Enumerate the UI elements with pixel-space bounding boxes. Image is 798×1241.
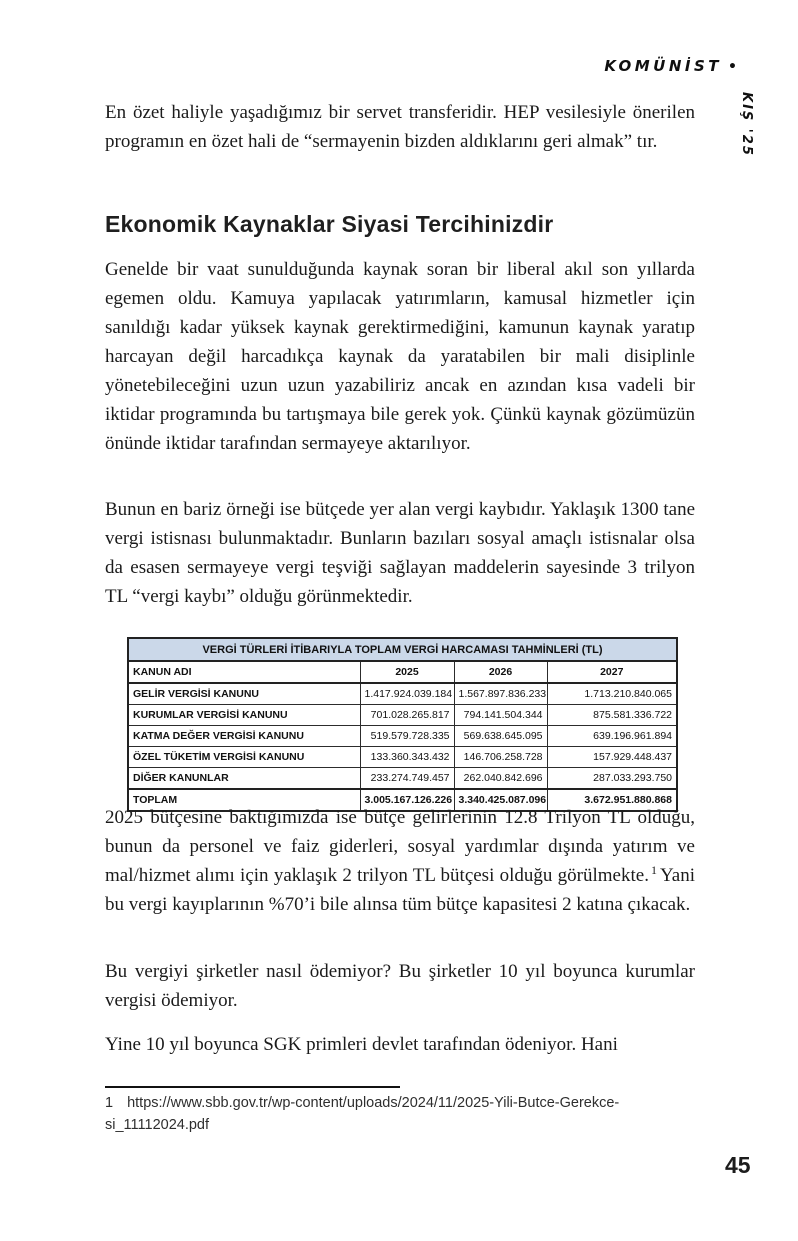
table-header-row [128, 661, 677, 683]
masthead [604, 57, 737, 75]
row-value-2026: 1.567.897.836.233 [454, 683, 547, 705]
table-row [128, 747, 677, 768]
table-row [128, 683, 677, 705]
row-law-name: ÖZEL TÜKETİM VERGİSİ KANUNU [128, 747, 360, 768]
total-label: TOPLAM [128, 789, 360, 811]
table-row [128, 726, 677, 747]
paragraph-corporate-tax: Bu vergiyi şirketler nasıl ödemiyor? Bu şirketler 10 yıl boyunca kurumlar vergisi ödemiyor. [105, 961, 695, 1011]
total-value-2027: 3.672.951.880.868 [547, 789, 677, 811]
footnote-url-line1: https://www.sbb.gov.tr/wp-content/uploads/2024/11/2025-Yili-Butce-Gerekce- [127, 1095, 620, 1111]
paragraph-tax-loss: Bunun en bariz örneği ise bütçede yer alan vergi kaybıdır. Yaklaşık 1300 tane vergi istisnası bulunmaktadır. Bunların bazıları sosyal amaçlı istisnalar olsa da esasen sermayeye vergi teşviği sağlayan maddelerin sayesinde 3 trilyon TL “vergi kaybı” olduğu görünmektedir. [105, 499, 695, 607]
column-header-2027: 2027 [547, 661, 677, 683]
table-title: VERGİ TÜRLERİ İTİBARIYLA TOPLAM VERGİ HARCAMASI TAHMİNLERİ (TL) [128, 638, 677, 661]
column-header-2025: 2025 [360, 661, 454, 683]
table-row [128, 768, 677, 790]
table-row [128, 705, 677, 726]
footnote-reference: 1 [650, 862, 657, 877]
column-header-law-name: KANUN ADI [128, 661, 360, 683]
row-value-2027: 1.713.210.840.065 [547, 683, 677, 705]
footnote-rule [105, 1086, 400, 1088]
masthead-title: KOMÜNİST [604, 57, 723, 75]
section-heading: Ekonomik Kaynaklar Siyasi Tercihinizdir [105, 211, 554, 237]
row-law-name: KATMA DEĞER VERGİSİ KANUNU [128, 726, 360, 747]
row-value-2025: 701.028.265.817 [360, 705, 454, 726]
row-law-name: DİĞER KANUNLAR [128, 768, 360, 790]
paragraph-budget-text-before: 2025 bütçesine baktığımızda ise bütçe gelirlerinin 12.8 Trilyon TL olduğu, bunun da personel ve faiz giderleri, sosyal yardımlar dışında yatırım ve mal/hizmet alımı için yaklaşık 2 trilyon TL bütçesi olduğu görülmekte. [105, 807, 695, 886]
footnote [105, 1092, 697, 1136]
total-value-2026: 3.340.425.087.096 [454, 789, 547, 811]
tax-expenditure-table-wrap [127, 637, 676, 812]
row-value-2026: 262.040.842.696 [454, 768, 547, 790]
row-value-2026: 569.638.645.095 [454, 726, 547, 747]
paragraph-sgk: Yine 10 yıl boyunca SGK primleri devlet tarafından ödeniyor. Hani [105, 1034, 618, 1055]
table-title-row [128, 638, 677, 661]
edition-label: KIŞ '25 [739, 92, 754, 157]
row-value-2025: 133.360.343.432 [360, 747, 454, 768]
paragraph-budget-text-after: Yani bu vergi kayıplarının %70’i bile alınsa tüm bütçe kapasitesi 2 katına çıkacak. [105, 865, 695, 915]
footnote-url-line2: si_11112024.pdf [105, 1117, 210, 1133]
masthead-bullet-icon: • [728, 59, 737, 75]
row-value-2027: 639.196.961.894 [547, 726, 677, 747]
page-number: 45 [725, 1152, 751, 1178]
row-value-2026: 794.141.504.344 [454, 705, 547, 726]
row-value-2027: 157.929.448.437 [547, 747, 677, 768]
row-value-2025: 1.417.924.039.184 [360, 683, 454, 705]
tax-expenditure-table [127, 637, 678, 812]
total-value-2025: 3.005.167.126.226 [360, 789, 454, 811]
row-law-name: KURUMLAR VERGİSİ KANUNU [128, 705, 360, 726]
paragraph-budget-2025 [105, 803, 695, 919]
paragraph-economic-resources: Genelde bir vaat sunulduğunda kaynak soran bir liberal akıl son yıllarda egemen oldu. Kamuya yapılacak yatırımların, kamusal hizmetler için sanıldığı kadar yüksek kaynak gerektirmediğini, kamunun kaynak yaratıp harcayan değil harcadıkça kaynak da yaratabilen bir mali disiplinle yönetebileceğini uzun uzun yazabiliriz ancak en azından kısa vadeli bir iktidar programında bu tartışmaya bile gerek yok. Çünkü kaynak gözümüzün önünde iktidar tarafından sermayeye aktarılıyor. [105, 259, 695, 454]
row-law-name: GELİR VERGİSİ KANUNU [128, 683, 360, 705]
column-header-2026: 2026 [454, 661, 547, 683]
footnote-marker: 1 [105, 1095, 114, 1111]
row-value-2025: 519.579.728.335 [360, 726, 454, 747]
row-value-2027: 875.581.336.722 [547, 705, 677, 726]
row-value-2025: 233.274.749.457 [360, 768, 454, 790]
row-value-2027: 287.033.293.750 [547, 768, 677, 790]
row-value-2026: 146.706.258.728 [454, 747, 547, 768]
intro-paragraph: En özet haliyle yaşadığımız bir servet transferidir. HEP vesilesiyle önerilen programın en özet hali de “sermayenin bizden aldıklarını geri almak” tır. [105, 102, 695, 152]
